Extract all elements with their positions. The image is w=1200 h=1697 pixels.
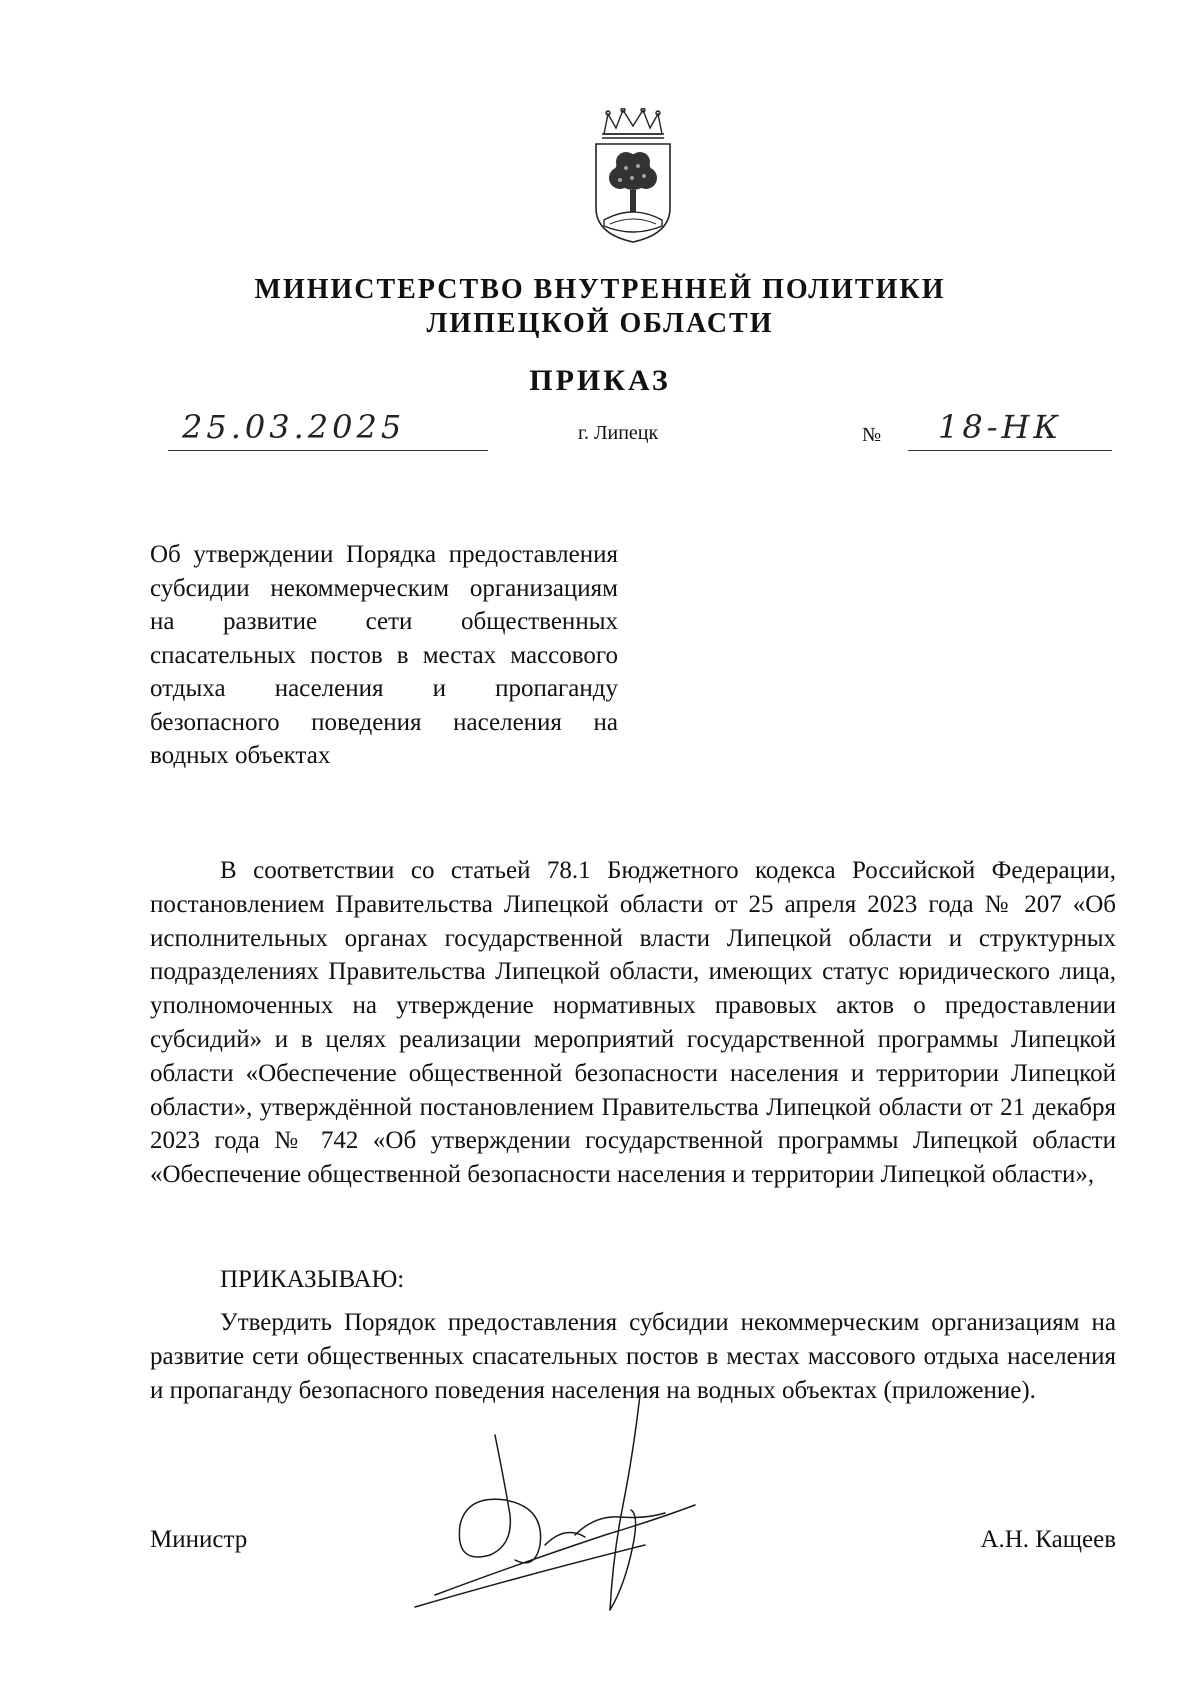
document-type-title: ПРИКАЗ (529, 364, 671, 397)
document-subject: Об утверждении Порядка предоставления субсидии некоммерческим организациям на развитие сети общественных спасательных постов в местах массового отдыха населения и пропаганду безопасного поведения населения на водных объектах (150, 541, 618, 769)
signer-name: А.Н. Кащеев (980, 1526, 1116, 1553)
signature-icon (395, 1395, 735, 1635)
operative-paragraph: Утвердить Порядок предоставления субсидии некоммерческим организациям на развитие сети общественных спасательных постов в местах массового отдыха населения и пропаганду безопасного поведения населения на водных объектах (приложение). (150, 1309, 1116, 1404)
number-sign: № (862, 424, 882, 446)
ministry-name-line2: ЛИПЕЦКОЙ ОБЛАСТИ (426, 308, 774, 339)
signer-position: Министр (150, 1526, 248, 1553)
ministry-name-line1: МИНИСТЕРСТВО ВНУТРЕННЕЙ ПОЛИТИКИ (254, 274, 946, 305)
handwritten-number: 18-НК (938, 408, 1063, 446)
decree-word: ПРИКАЗЫВАЮ: (220, 1266, 405, 1293)
handwritten-date: 25.03.2025 (182, 408, 406, 446)
city-label: г. Липецк (578, 422, 659, 444)
number-field (908, 408, 1112, 451)
coat-of-arms-icon (590, 108, 676, 246)
signature-block (150, 1526, 1116, 1566)
document-meta-row (0, 408, 1200, 452)
preamble-paragraph: В соответствии со статьей 78.1 Бюджетного кодекса Российской Федерации, постановлением Правительства Липецкой области от 25 апреля 2023 года № 207 «Об исполнительных органах государственной власти Липецкой области и структурных подразделениях Правительства Липецкой области, имеющих статус юридического лица, уполномоченных на утверждение нормативных правовых актов о предоставлении субсидий» и в целях реализации мероприятий государственной программы Липецкой области «Обеспечение общественной безопасности населения и территории Липецкой области», утверждённой постановлением Правительства Липецкой области от 21 декабря 2023 года № 742 «Об утверждении государственной программы Липецкой области «Обеспечение общественной безопасности населения и территории Липецкой области», (150, 857, 1116, 1189)
date-field (168, 408, 488, 451)
